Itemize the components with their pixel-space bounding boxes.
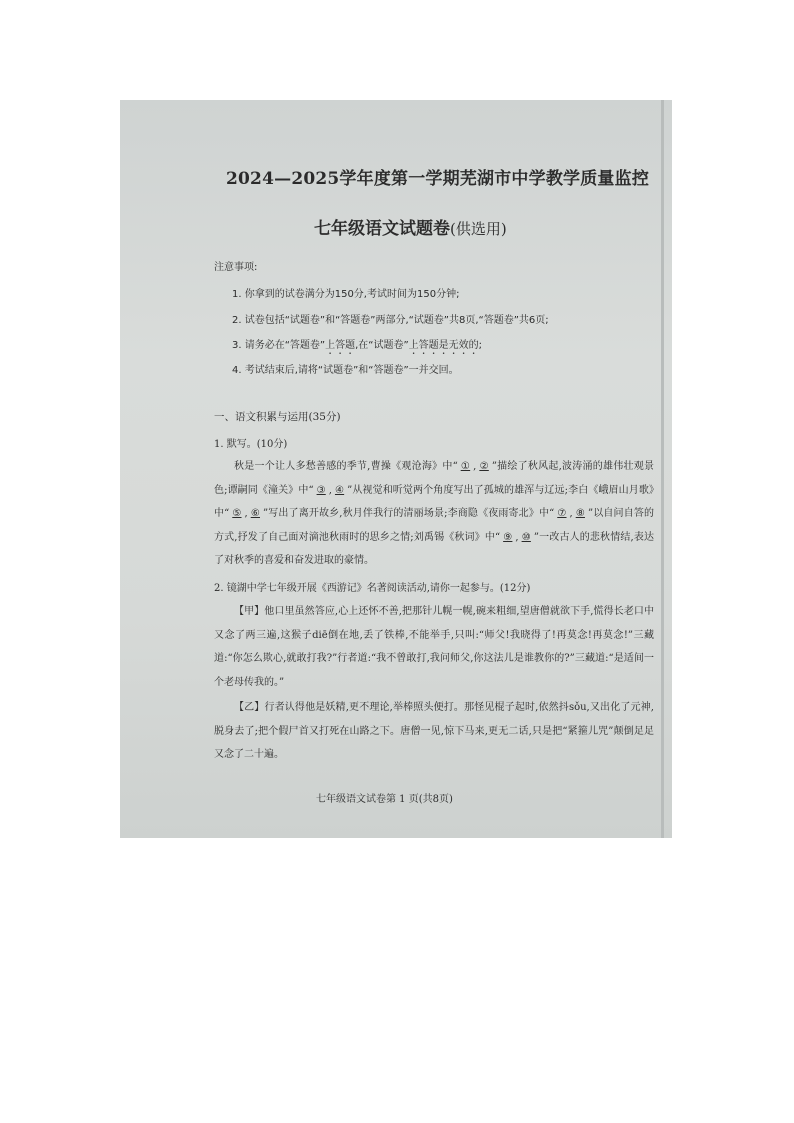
page-footer: 七年级语文试卷第 1 页(共8页) <box>316 794 453 805</box>
q1-text: , <box>515 531 519 543</box>
blank-4: ④ <box>334 484 345 496</box>
q1-text: ”一改古人的悲秋情结,表达了对秋季的喜爱和奋发进取的豪情。 <box>214 531 655 566</box>
q1-text: , <box>569 508 573 519</box>
blank-3: ③ <box>316 484 326 496</box>
q1-text: 秋是一个让人多愁善感的季节,曹操《观沧海》中“ <box>234 461 458 472</box>
q1-text: ”以自问自答的方式,抒发了自己面对滴池秋雨时的思乡之情;刘禹锡《秋词》中“ <box>214 508 654 543</box>
blank-8: ⑧ <box>575 508 585 519</box>
notice-item-3-pre: 3. 请务必在“答题卷” <box>232 340 326 351</box>
q1-text: , <box>244 508 248 519</box>
notice-item-4: 4. 考试结束后,请将“试题卷”和“答题卷”一并交回。 <box>232 365 459 376</box>
blank-2: ② <box>479 461 489 472</box>
blank-1: ① <box>460 461 471 472</box>
q1-text: , <box>473 461 477 472</box>
question-1-label: 1. 默写。(10分) <box>214 439 288 450</box>
exam-subtitle-note: (供选用) <box>450 220 507 238</box>
q1-text: ”写出了离开故乡,秋月伴我行的清丽场景;李商隐《夜雨寄北》中“ <box>262 508 555 519</box>
passage-jia: 【甲】他口里虽然答应,心上还怀不善,把那针儿幌一幌,碗来粗细,望唐僧就欲下手,慌得长老口中又念了两三遍,这猴子diē倒在地,丢了铁棒,不能举手,只叫:“师父!我晓得了!再莫念!再莫念!”三藏道:“你怎么欺心,就敢打我?”行者道:“我不曾敢打,我问师父,你这法儿是谁教你的?”三藏道:“是适间一个老母传我的。” <box>214 606 654 688</box>
question-2-label: 2. 镜湖中学七年级开展《西游记》名著阅读活动,请你一起参与。(12分) <box>214 583 531 594</box>
blank-5: ⑤ <box>232 508 242 519</box>
exam-subtitle <box>314 214 507 239</box>
blank-9: ⑨ <box>503 531 513 543</box>
notice-item-3-emph-1: 上答题 <box>325 340 356 351</box>
exam-page-photo <box>120 100 672 838</box>
blank-6: ⑥ <box>250 508 260 519</box>
q1-text: ”描绘了秋风起,波涛涌的雄伟壮观景色;谭嗣同《潼关》中“ <box>214 461 655 496</box>
notice-item-1: 1. 你拿到的试卷满分为150分,考试时间为150分钟; <box>232 289 460 300</box>
notice-item-3-emph-2: 上答题是无效的 <box>408 340 479 351</box>
q1-text: , <box>328 484 332 496</box>
blank-10: ⑩ <box>521 531 531 543</box>
section-heading: 一、语文积累与运用(35分) <box>214 411 341 423</box>
passage-yi: 【乙】行者认得他是妖精,更不理论,举棒照头便打。那怪见棍子起时,依然抖sǒu,又出化了元神,脱身去了;把个假尸首又打死在山路之下。唐僧一见,惊下马来,更无二话,只是把“紧箍儿咒”颠倒足足又念了二十遍。 <box>214 702 654 760</box>
notice-item-3-mid: ,在“试题卷” <box>355 340 409 351</box>
exam-title: 2024—2025学年度第一学期芜湖市中学教学质量监控 <box>226 169 650 189</box>
q1-text: ”从视觉和听觉两个角度写出了孤城的雄浑与辽远;李白《峨眉山月歌》中“ <box>214 484 655 519</box>
notice-item-3-post: ; <box>478 340 483 351</box>
notice-heading: 注意事项: <box>214 262 258 273</box>
blank-7: ⑦ <box>557 508 567 519</box>
exam-subtitle-main: 七年级语文试题卷 <box>314 219 450 239</box>
question-1-text <box>214 455 654 573</box>
notice-item-3 <box>232 336 482 357</box>
notice-item-2: 2. 试卷包括“试题卷”和“答题卷”两部分,“试题卷”共8页,“答题卷”共6页; <box>232 315 549 326</box>
